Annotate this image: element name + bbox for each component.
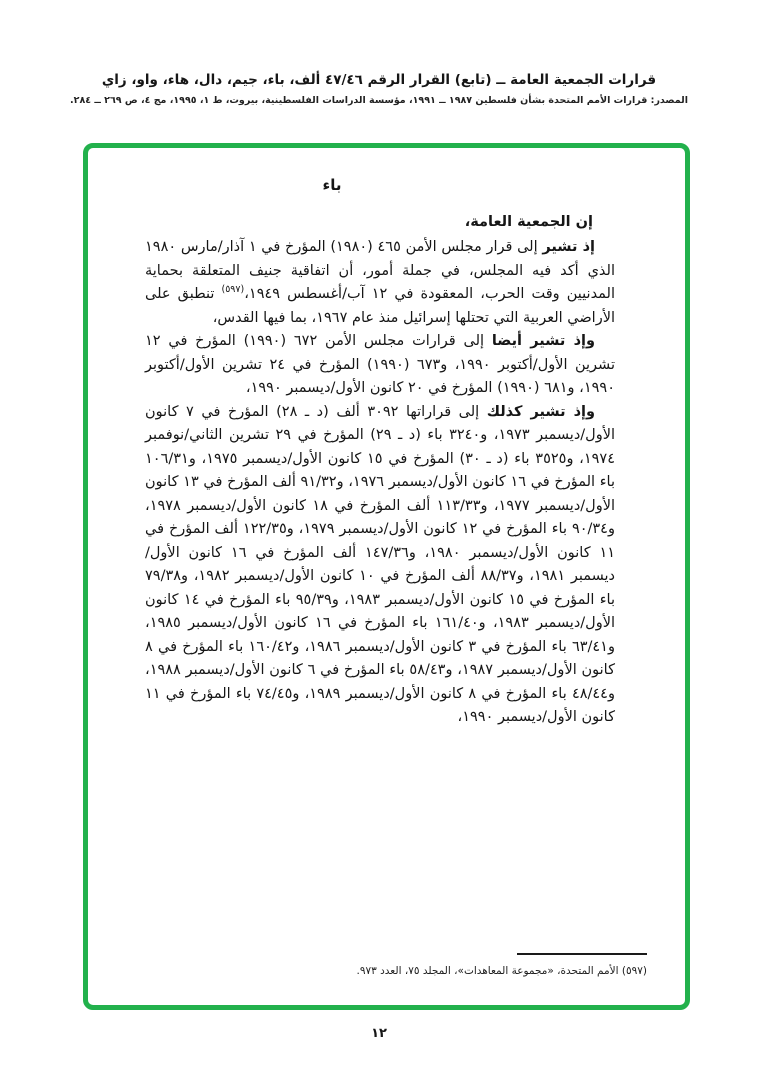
recital-1-text-after-ref: تنطبق على الأراضي العربية التي تحتلها إسرائيل منذ عام ١٩٦٧، بما فيها القدس،	[145, 286, 615, 326]
recital-2-text: إلى قرارات مجلس الأمن ٦٧٢ (١٩٩٠) المؤرخ في ١٢ تشرين الأول/أكتوبر ١٩٩٠، و٦٧٣ (١٩٩٠) المؤرخ في ٢٤ تشرين الأول/أكتوبر ١٩٩٠، و٦٨١ (١٩٩٠) المؤرخ في ٢٠ كانون الأول/ديسمبر ١٩٩٠،	[145, 333, 615, 396]
footnote-separator-rule	[517, 953, 647, 955]
green-border-frame	[83, 143, 690, 1010]
recital-2-lead: وإذ تشير أيضا	[491, 333, 595, 349]
footnote-reference-597: (٥٩٧)	[221, 284, 245, 296]
footnote-text: (٥٩٧) الأمم المتحدة، «مجموعة المعاهدات»، المجلد ٧٥، العدد ٩٧٣.	[356, 965, 647, 977]
recital-paragraph-3	[145, 401, 615, 730]
recital-3-text: إلى قراراتها ٣٠٩٢ ألف (د ـ ٢٨) المؤرخ في ٧ كانون الأول/ديسمبر ١٩٧٣، و٣٢٤٠ باء (د ـ ٢٩) المؤرخ في ٢٩ تشرين الثاني/نوفمبر ١٩٧٤، و٣٥٢٥ باء (د ـ ٣٠) المؤرخ في ١٥ كانون الأول/ديسمبر ١٩٧٥، و١٠٦/٣١ باء المؤرخ في ١٦ كانون الأول/ديسمبر ١٩٧٦، و٩١/٣٢ ألف المؤرخ في ١٣ كانون الأول/ديسمبر ١٩٧٧، و١١٣/٣٣ ألف المؤرخ في ١٨ كانون الأول/ديسمبر ١٩٧٨، و٩٠/٣٤ باء المؤرخ في ١٢ كانون الأول/ديسمبر ١٩٧٩، و١٢٢/٣٥ ألف المؤرخ في ١١ كانون الأول/ديسمبر ١٩٨٠، و١٤٧/٣٦ ألف المؤرخ في ١٦ كانون الأول/ديسمبر ١٩٨١، و٨٨/٣٧ ألف المؤرخ في ١٠ كانون الأول/ديسمبر ١٩٨٢، و٧٩/٣٨ باء المؤرخ في ١٥ كانون الأول/ديسمبر ١٩٨٣، و٩٥/٣٩ باء المؤرخ في ١٤ كانون الأول/ديسمبر ١٩٨٣، و١٦١/٤٠ باء المؤرخ في ١٦ كانون الأول/ديسمبر ١٩٨٥، و٦٣/٤١ باء المؤرخ في ٣ كانون الأول/ديسمبر ١٩٨٦، و١٦٠/٤٢ باء المؤرخ في ٨ كانون الأول/ديسمبر ١٩٨٧، و٥٨/٤٣ باء المؤرخ في ٦ كانون الأول/ديسمبر ١٩٨٨، و٤٨/٤٤ باء المؤرخ في ٨ كانون الأول/ديسمبر ١٩٨٩، و٧٤/٤٥ باء المؤرخ في ١١ كانون الأول/ديسمبر ١٩٩٠،	[145, 403, 616, 725]
recital-3-lead: وإذ تشير كذلك	[486, 403, 595, 420]
document-title: قرارات الجمعية العامة ــ (تابع) القرار الرقم ٤٧/٤٦ ألف، باء، جيم، دال، هاء، واو، زاي	[101, 72, 657, 88]
opening-line: إن الجمعية العامة،	[464, 213, 593, 230]
page-header	[40, 72, 718, 106]
recital-1-lead: إذ تشير	[542, 239, 595, 255]
resolution-text-block	[88, 148, 685, 730]
recital-paragraph-2	[145, 330, 615, 401]
page-number: ١٢	[371, 1026, 387, 1041]
footnote-block	[138, 953, 647, 979]
recital-1-text-before-ref: إلى قرار مجلس الأمن ٤٦٥ (١٩٨٠) المؤرخ في ١ آذار/مارس ١٩٨٠ الذي أكد فيه المجلس، في جملة أمور، أن اتفاقية جنيف المتعلقة بحماية المدنيين وقت الحرب، المعقودة في ١٢ آب/أغسطس ١٩٤٩،	[145, 239, 616, 302]
section-heading: باء	[322, 176, 342, 194]
recital-paragraph-1	[145, 236, 615, 330]
source-citation-line: المصدر: قرارات الأمم المتحدة بشأن فلسطين ١٩٨٧ ــ ١٩٩١، مؤسسة الدراسات الفلسطينية، بيروت، ط ١، ١٩٩٥، مج ٤، ص ٢٦٩ ــ ٢٨٤.	[70, 95, 688, 106]
